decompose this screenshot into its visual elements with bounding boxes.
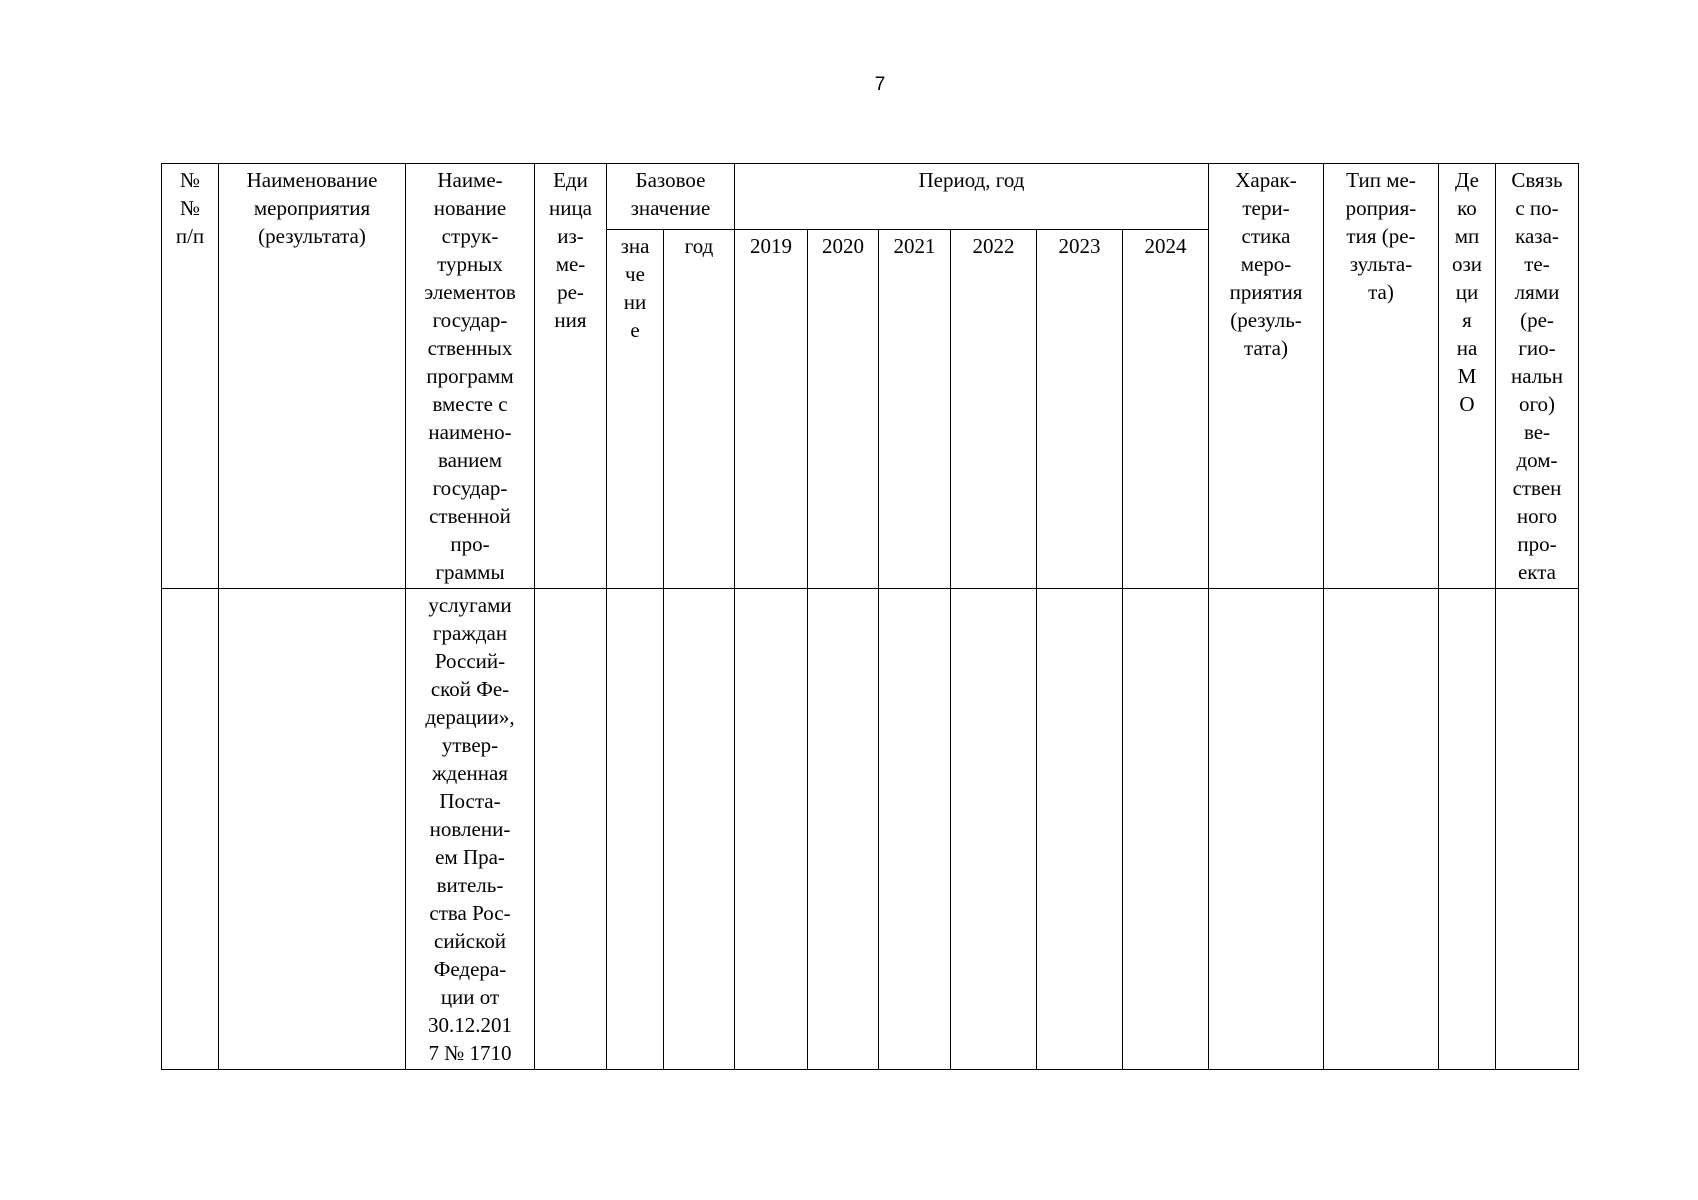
text-line: ем Пра-: [435, 845, 505, 869]
text-line: О: [1459, 392, 1475, 416]
header-base-value-year: год: [664, 229, 735, 588]
text-line: ного: [1516, 504, 1558, 528]
header-year-2022: 2022: [951, 229, 1037, 588]
text-line: на: [1456, 336, 1478, 360]
text-line: дерации»,: [425, 705, 515, 729]
text-line: е: [630, 317, 640, 342]
text-line: программ: [426, 364, 514, 388]
text-line: про-: [1517, 532, 1557, 556]
text-line: п/п: [175, 224, 205, 248]
page-number: 7: [874, 74, 886, 95]
cell-2022: [951, 589, 1037, 1070]
text-line: утвер-: [441, 733, 499, 757]
table-header-row: [162, 164, 1579, 230]
header-year-2019: 2019: [735, 229, 808, 588]
text-line: (ре-: [1520, 308, 1554, 332]
text-line: лями: [1514, 280, 1560, 304]
cell-activity-type: [1324, 589, 1439, 1070]
text-line: Связь: [1511, 168, 1563, 192]
text-line: тата): [1244, 336, 1288, 360]
cell-2023: [1037, 589, 1123, 1070]
text-line: роприя-: [1345, 196, 1417, 220]
table-row: [162, 589, 1579, 1070]
text-line: ве-: [1523, 420, 1551, 444]
text-line: ме-: [555, 252, 586, 276]
cell-characteristic: [1209, 589, 1324, 1070]
text-line: ственной: [429, 504, 511, 528]
text-line: Базовое: [635, 168, 706, 192]
text-line: про-: [450, 532, 490, 556]
text-line: государ-: [432, 476, 508, 500]
text-line: струк-: [441, 224, 499, 248]
header-period: Период, год: [735, 164, 1209, 230]
text-line: зна: [620, 233, 650, 258]
text-line: государ-: [432, 308, 508, 332]
header-year-2023: 2023: [1037, 229, 1123, 588]
header-unit: [535, 164, 607, 589]
cell-base-value: [607, 589, 664, 1070]
text-line: Харак-: [1235, 168, 1297, 192]
text-line: те-: [1524, 252, 1550, 276]
text-line: дом-: [1516, 448, 1558, 472]
text-line: ства Рос-: [429, 901, 511, 925]
text-line: витель-: [436, 873, 504, 897]
text-line: (результата): [258, 224, 366, 248]
text-line: ской Фе-: [430, 677, 510, 701]
text-line: Тип ме-: [1346, 168, 1416, 192]
text-line: зульта-: [1349, 252, 1413, 276]
text-line: элементов: [424, 280, 516, 304]
text-line: граммы: [435, 560, 505, 584]
header-year-2024: 2024: [1123, 229, 1209, 588]
text-line: наимено-: [428, 420, 512, 444]
text-line: ози: [1451, 252, 1483, 276]
text-line: значение: [630, 196, 711, 220]
text-line: 7 № 1710: [428, 1041, 512, 1065]
cell-2021: [879, 589, 951, 1070]
text-line: ственных: [427, 336, 513, 360]
text-line: из-: [557, 224, 584, 248]
text-line: ци: [1455, 280, 1479, 304]
text-line: меро-: [1240, 252, 1292, 276]
text-line: жденная: [432, 761, 508, 785]
text-line: ница: [548, 196, 593, 220]
header-activity-name: [219, 164, 406, 589]
cell-2019: [735, 589, 808, 1070]
text-line: я: [1462, 308, 1472, 332]
text-line: екта: [1517, 560, 1556, 584]
text-line: ко: [1457, 196, 1477, 220]
text-line: нальн: [1510, 364, 1564, 388]
text-line: че: [625, 261, 645, 286]
text-line: ствен: [1512, 476, 1562, 500]
text-line: Поста-: [439, 789, 501, 813]
header-activity-type: [1324, 164, 1439, 589]
text-line: каза-: [1515, 224, 1559, 248]
text-line: М: [1457, 364, 1477, 388]
cell-structural-elements: [406, 589, 535, 1070]
text-line: граждан: [432, 621, 508, 645]
text-line: ции от: [440, 985, 500, 1009]
cell-base-year: [664, 589, 735, 1070]
text-line: №: [179, 168, 201, 192]
text-line: вместе с: [432, 392, 508, 416]
text-line: ния: [554, 308, 587, 332]
text-line: (резуль-: [1230, 308, 1302, 332]
cell-number: [162, 589, 219, 1070]
header-decomposition: [1439, 164, 1496, 589]
header-base-value-value: [607, 229, 664, 588]
cell-2024: [1123, 589, 1209, 1070]
header-base-value: [607, 164, 735, 230]
text-line: с по-: [1515, 196, 1559, 220]
text-line: Наименование: [246, 168, 378, 192]
text-line: ре-: [557, 280, 584, 304]
header-number: [162, 164, 219, 589]
cell-unit: [535, 589, 607, 1070]
text-line: Россий-: [434, 649, 506, 673]
text-line: приятия: [1229, 280, 1303, 304]
header-year-2021: 2021: [879, 229, 951, 588]
text-line: Еди: [553, 168, 588, 192]
text-line: ого): [1518, 392, 1556, 416]
text-line: Федера-: [433, 957, 507, 981]
cell-decomposition: [1439, 589, 1496, 1070]
header-link-indicators: [1496, 164, 1579, 589]
header-structural-elements: [406, 164, 535, 589]
text-line: гио-: [1518, 336, 1556, 360]
cell-2020: [808, 589, 879, 1070]
header-characteristic: [1209, 164, 1324, 589]
text-line: турных: [437, 252, 503, 276]
text-line: №: [179, 196, 201, 220]
text-line: новлени-: [429, 817, 511, 841]
text-line: 30.12.201: [428, 1013, 512, 1037]
text-line: нование: [433, 196, 507, 220]
text-line: мероприятия: [253, 196, 371, 220]
text-line: Наиме-: [437, 168, 503, 192]
text-line: та): [1368, 280, 1394, 304]
text-line: услугами: [428, 593, 512, 617]
program-activities-table: [161, 163, 1579, 1070]
cell-activity-name: [219, 589, 406, 1070]
text-line: тери-: [1242, 196, 1290, 220]
text-line: стика: [1241, 224, 1291, 248]
header-year-2020: 2020: [808, 229, 879, 588]
cell-link-indicators: [1496, 589, 1579, 1070]
text-line: Де: [1455, 168, 1479, 192]
text-line: ванием: [437, 448, 503, 472]
text-line: ни: [623, 289, 647, 314]
text-line: сийской: [434, 929, 506, 953]
text-line: тия (ре-: [1346, 224, 1416, 248]
text-line: мп: [1454, 224, 1480, 248]
